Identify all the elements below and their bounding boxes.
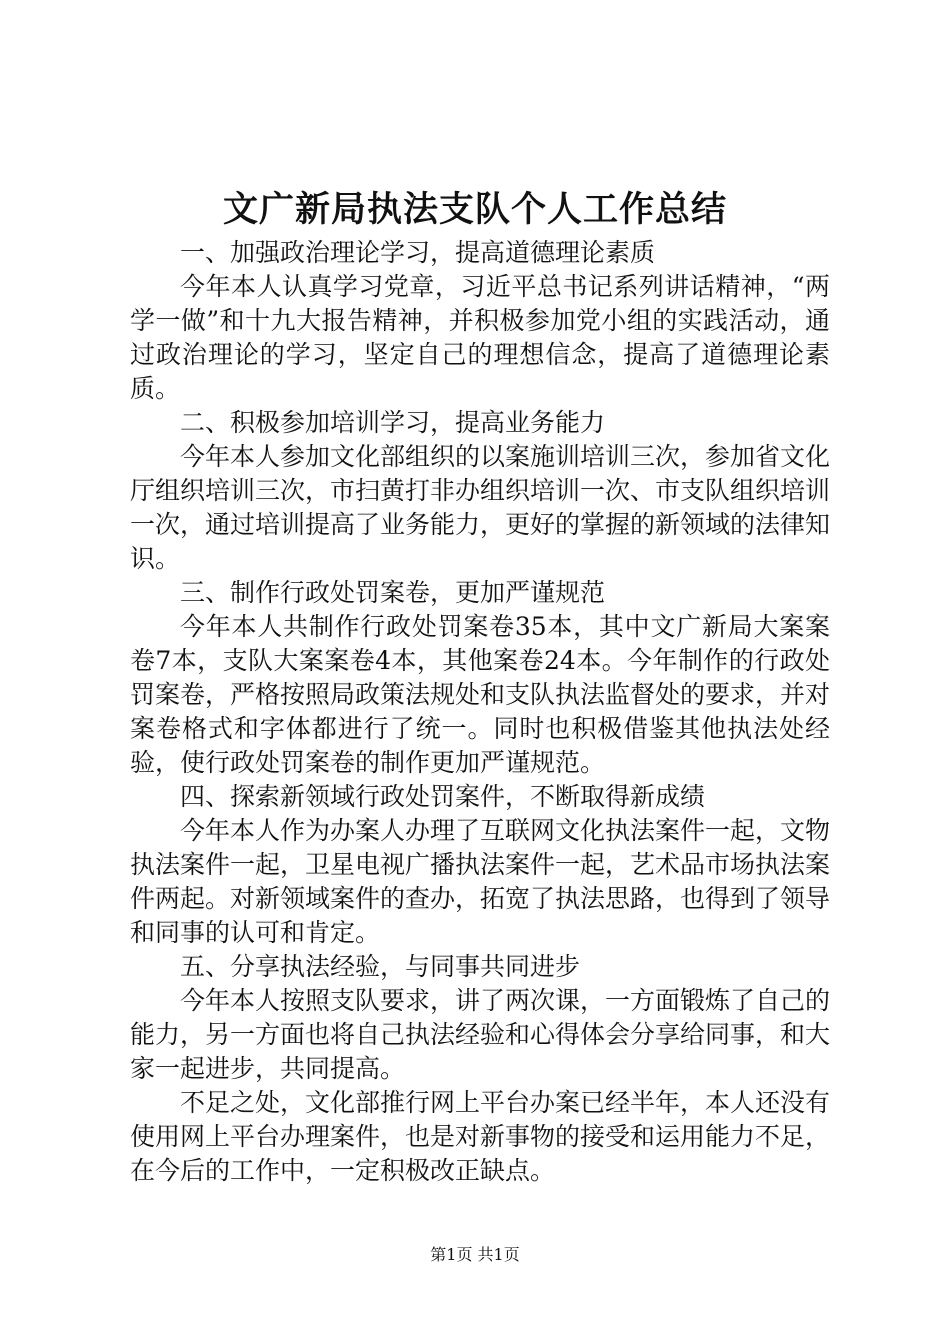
- section-heading-4: 四、探索新领域行政处罚案件，不断取得新成绩: [180, 782, 706, 811]
- section-paragraph-3: 今年本人共制作行政处罚案卷35本，其中文广新局大案案卷7本，支队大案案卷4本，其他案卷24本。今年制作的行政处罚案卷，严格按照局政策法规处和支队执法监督处的要求，并对案卷格式和字体都进行了统一。同时也积极借鉴其他执法处经验，使行政处罚案卷的制作更加严谨规范。: [130, 612, 831, 777]
- section-paragraph-4: 今年本人作为办案人办理了互联网文化执法案件一起，文物执法案件一起，卫星电视广播执法案件一起，艺术品市场执法案件两起。对新领域案件的查办，拓宽了执法思路，也得到了领导和同事的认可和肯定。: [130, 816, 831, 947]
- document-body: [130, 236, 830, 1188]
- section-paragraph-1: 今年本人认真学习党章，习近平总书记系列讲话精神，“两学一做”和十九大报告精神，并积极参加党小组的实践活动，通过政治理论的学习，坚定自己的理想信念，提高了道德理论素质。: [130, 272, 830, 403]
- section-heading-3: 三、制作行政处罚案卷，更加严谨规范: [180, 578, 606, 607]
- section-heading-5: 五、分享执法经验，与同事共同进步: [180, 952, 581, 981]
- section-paragraph-2: 今年本人参加文化部组织的以案施训培训三次，参加省文化厅组织培训三次，市扫黄打非办组织培训一次、市支队组织培训一次，通过培训提高了业务能力，更好的掌握的新领域的法律知识。: [130, 442, 831, 573]
- document-title: 文广新局执法支队个人工作总结: [222, 189, 727, 230]
- closing-paragraph: 不足之处，文化部推行网上平台办案已经半年，本人还没有使用网上平台办理案件，也是对新事物的接受和运用能力不足，在今后的工作中，一定积极改正缺点。: [130, 1088, 831, 1185]
- section-paragraph-5: 今年本人按照支队要求，讲了两次课，一方面锻炼了自己的能力，另一方面也将自己执法经验和心得体会分享给同事，和大家一起进步，共同提高。: [130, 986, 831, 1083]
- section-heading-1: 一、加强政治理论学习，提高道德理论素质: [180, 238, 656, 267]
- page-number-footer: 第1页 共1页: [430, 1245, 520, 1264]
- section-heading-2: 二、积极参加培训学习，提高业务能力: [180, 408, 606, 437]
